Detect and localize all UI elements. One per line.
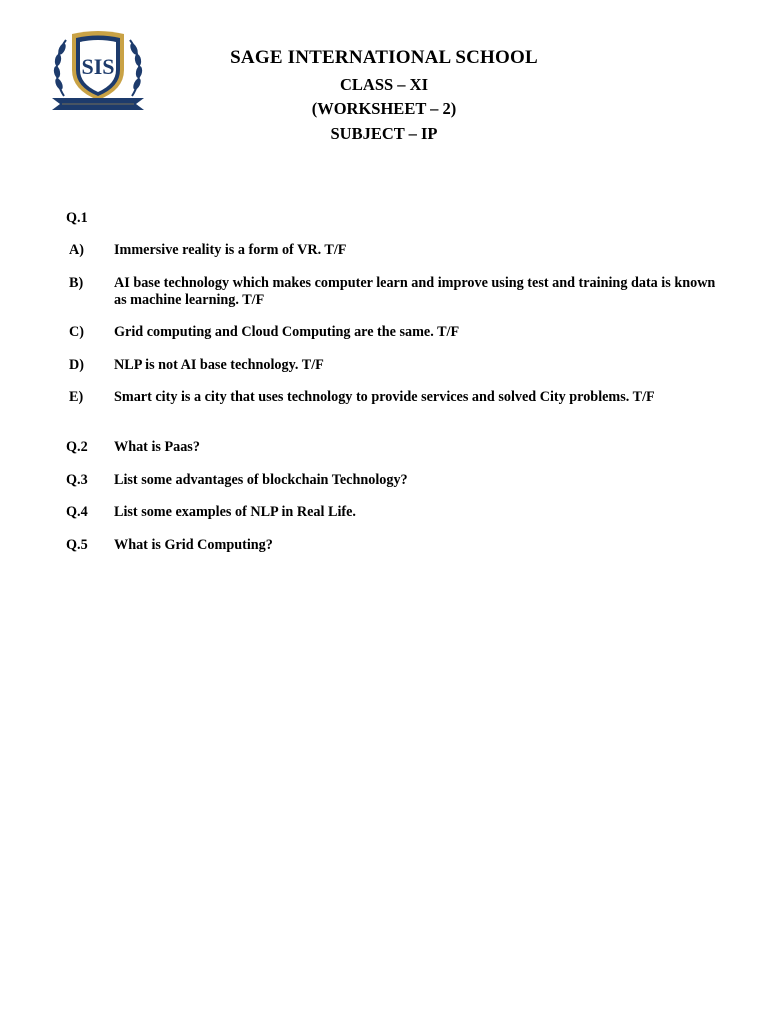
part-letter: E) [69,389,84,405]
question-label: Q.3 [66,472,88,488]
question-text: What is Grid Computing? [114,537,273,553]
part-text: Grid computing and Cloud Computing are the same. T/F [114,324,460,340]
question-label: Q.4 [66,504,88,520]
question-label: Q.2 [66,439,88,455]
question-label: Q.5 [66,537,88,553]
part-letter: A) [69,242,84,258]
part-text: NLP is not AI base technology. T/F [114,357,324,373]
part-text: Smart city is a city that uses technology to provide services and solved City problems. T/F [114,389,655,405]
question-text: What is Paas? [114,439,200,455]
part-text: Immersive reality is a form of VR. T/F [114,242,347,258]
question-text: List some examples of NLP in Real Life. [114,504,356,520]
logo-monogram: SIS [81,54,115,79]
question-text: List some advantages of blockchain Technology? [114,472,408,488]
school-name: SAGE INTERNATIONAL SCHOOL [230,47,538,68]
class-title: CLASS – XI [339,75,429,94]
part-letter: B) [69,275,84,291]
part-text: AI base technology which makes computer learn and improve using test and training data is known as machine learning. T/F [114,275,716,308]
worksheet-title: (WORKSHEET – 2) [311,99,457,118]
question-1-label: Q.1 [66,210,88,226]
part-letter: D) [69,357,84,373]
subject-title: SUBJECT – IP [330,124,438,143]
part-letter: C) [69,324,84,340]
